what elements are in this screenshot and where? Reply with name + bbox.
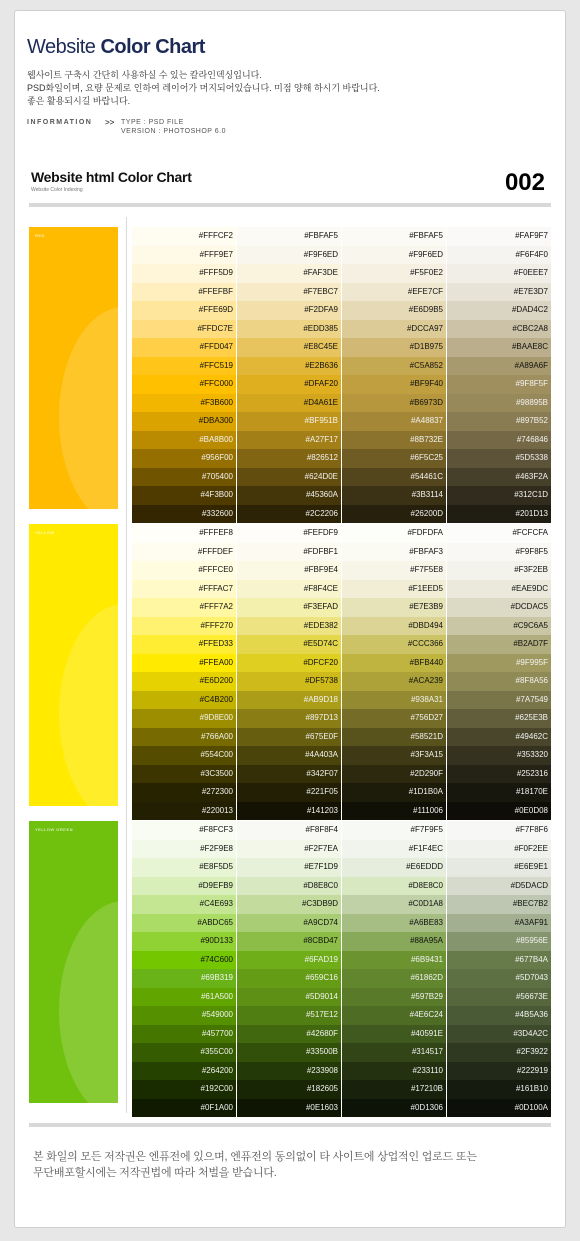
color-cell: #705400 xyxy=(132,468,236,487)
decorative-arc xyxy=(59,604,118,806)
color-cell: #C5A852 xyxy=(342,357,446,376)
swatch-block xyxy=(29,227,118,509)
color-cell: #F5F0E2 xyxy=(342,264,446,283)
table-row xyxy=(132,969,551,988)
information-details xyxy=(121,118,226,136)
swatch-block xyxy=(29,524,118,806)
color-cell: #BFB440 xyxy=(342,654,446,673)
color-cell: #2D290F xyxy=(342,765,446,784)
column-divider xyxy=(126,217,127,1113)
table-row xyxy=(132,412,551,431)
table-row xyxy=(132,486,551,505)
description-line: 웹사이트 구축시 간단히 사용하실 수 있는 칼라인덱싱입니다. xyxy=(27,70,262,80)
table-row xyxy=(132,1006,551,1025)
color-cell: #182605 xyxy=(237,1080,341,1099)
color-cell: #0F1A00 xyxy=(132,1099,236,1118)
table-row xyxy=(132,246,551,265)
color-cell: #A9CD74 xyxy=(237,914,341,933)
color-cell: #FAF9F7 xyxy=(447,227,551,246)
color-cell: #463F2A xyxy=(447,468,551,487)
color-cell: #766A00 xyxy=(132,728,236,747)
color-cell: #E6D200 xyxy=(132,672,236,691)
divider xyxy=(29,203,551,207)
color-cell: #677B4A xyxy=(447,951,551,970)
color-cell: #233110 xyxy=(342,1062,446,1081)
color-cell: #C9C6A5 xyxy=(447,617,551,636)
color-cell: #FFF7A2 xyxy=(132,598,236,617)
table-row xyxy=(132,543,551,562)
color-cell: #8B732E xyxy=(342,431,446,450)
table-row xyxy=(132,765,551,784)
color-cell: #E7E3B9 xyxy=(342,598,446,617)
table-row xyxy=(132,783,551,802)
table-row xyxy=(132,895,551,914)
color-cell: #517E12 xyxy=(237,1006,341,1025)
color-cell: #E8C45E xyxy=(237,338,341,357)
color-cell: #FBFAF3 xyxy=(342,543,446,562)
color-cell: #625E3B xyxy=(447,709,551,728)
color-cell: #FFFEF8 xyxy=(132,524,236,543)
color-cell: #956F00 xyxy=(132,449,236,468)
swatch-label: YELLOW GREEN xyxy=(35,827,74,832)
table-row xyxy=(132,858,551,877)
information-label: INFORMATION xyxy=(27,119,93,126)
color-cell: #F2DFA9 xyxy=(237,301,341,320)
color-cell: #F8F4CE xyxy=(237,580,341,599)
color-cell: #56673E xyxy=(447,988,551,1007)
color-cell: #DFCF20 xyxy=(237,654,341,673)
color-cell: #4B5A36 xyxy=(447,1006,551,1025)
color-cell: #457700 xyxy=(132,1025,236,1044)
color-cell: #DFAF20 xyxy=(237,375,341,394)
color-cell: #9F8F5F xyxy=(447,375,551,394)
table-row xyxy=(132,1043,551,1062)
color-cell: #746846 xyxy=(447,431,551,450)
color-cell: #BA8B00 xyxy=(132,431,236,450)
color-cell: #98895B xyxy=(447,394,551,413)
color-cell: #D8E8C0 xyxy=(237,877,341,896)
color-cell: #8CBD47 xyxy=(237,932,341,951)
table-row xyxy=(132,580,551,599)
decorative-arc xyxy=(59,901,118,1103)
color-cell: #624D0E xyxy=(237,468,341,487)
page-title xyxy=(27,36,205,59)
color-cell: #353320 xyxy=(447,746,551,765)
color-cell: #D4A61E xyxy=(237,394,341,413)
color-cell: #9F995F xyxy=(447,654,551,673)
color-cell: #A3AF91 xyxy=(447,914,551,933)
chart-title: Website html Color Chart xyxy=(31,169,192,185)
color-cell: #F3B600 xyxy=(132,394,236,413)
color-cell: #42680F xyxy=(237,1025,341,1044)
color-cell: #D1B975 xyxy=(342,338,446,357)
color-cell: #F6F4F0 xyxy=(447,246,551,265)
information-arrow: >> xyxy=(105,118,115,127)
color-cell: #FFC519 xyxy=(132,357,236,376)
color-cell: #61A500 xyxy=(132,988,236,1007)
table-row xyxy=(132,468,551,487)
table-row xyxy=(132,709,551,728)
color-cell: #E6E9E1 xyxy=(447,858,551,877)
color-cell: #DCCA97 xyxy=(342,320,446,339)
color-cell: #A89A6F xyxy=(447,357,551,376)
color-cell: #3D4A2C xyxy=(447,1025,551,1044)
color-cell: #F8F8F4 xyxy=(237,821,341,840)
color-cell: #C3DB9D xyxy=(237,895,341,914)
color-cell: #FFE69D xyxy=(132,301,236,320)
color-cell: #5D7043 xyxy=(447,969,551,988)
color-cell: #141203 xyxy=(237,802,341,821)
color-cell: #756D27 xyxy=(342,709,446,728)
color-cell: #220013 xyxy=(132,802,236,821)
color-cell: #549000 xyxy=(132,1006,236,1025)
table-row xyxy=(132,338,551,357)
color-cell: #938A31 xyxy=(342,691,446,710)
color-cell: #E8F5D5 xyxy=(132,858,236,877)
color-cell: #FFF270 xyxy=(132,617,236,636)
color-cell: #F9F8F5 xyxy=(447,543,551,562)
table-row xyxy=(132,672,551,691)
divider xyxy=(29,1123,551,1127)
color-cell: #DCDAC5 xyxy=(447,598,551,617)
color-cell: #90D133 xyxy=(132,932,236,951)
color-cell: #3B3114 xyxy=(342,486,446,505)
color-cell: #FEFDF9 xyxy=(237,524,341,543)
table-row xyxy=(132,821,551,840)
color-cell: #4F3B00 xyxy=(132,486,236,505)
color-cell: #FFEFBF xyxy=(132,283,236,302)
color-cell: #FCFCFA xyxy=(447,524,551,543)
table-row xyxy=(132,449,551,468)
color-cell: #9D8E00 xyxy=(132,709,236,728)
color-cell: #8F8A56 xyxy=(447,672,551,691)
color-cell: #FDFDFA xyxy=(342,524,446,543)
color-cell: #0D100A xyxy=(447,1099,551,1118)
decorative-arc xyxy=(59,307,118,509)
color-cell: #FFFDEF xyxy=(132,543,236,562)
color-cell: #252316 xyxy=(447,765,551,784)
info-version: VERSION : PHOTOSHOP 6.0 xyxy=(121,128,226,135)
color-cell: #FFD047 xyxy=(132,338,236,357)
table-row xyxy=(132,505,551,524)
color-cell: #F2F7EA xyxy=(237,840,341,859)
color-cell: #C4E693 xyxy=(132,895,236,914)
color-cell: #3F3A15 xyxy=(342,746,446,765)
color-cell: #49462C xyxy=(447,728,551,747)
color-cell: #5D5338 xyxy=(447,449,551,468)
color-cell: #EFE7CF xyxy=(342,283,446,302)
table-row xyxy=(132,1062,551,1081)
color-cell: #CCC366 xyxy=(342,635,446,654)
table-row xyxy=(132,617,551,636)
swatch-block xyxy=(29,821,118,1103)
color-cell: #192C00 xyxy=(132,1080,236,1099)
color-cell: #FBFAF5 xyxy=(237,227,341,246)
color-cell: #F0F2EE xyxy=(447,840,551,859)
table-row xyxy=(132,840,551,859)
color-cell: #2F3922 xyxy=(447,1043,551,1062)
table-row xyxy=(132,932,551,951)
color-cell: #ABDC65 xyxy=(132,914,236,933)
color-cell: #314517 xyxy=(342,1043,446,1062)
table-row xyxy=(132,264,551,283)
color-cell: #D8E8C0 xyxy=(342,877,446,896)
swatch-label: RED xyxy=(35,233,45,238)
color-cell: #B6973D xyxy=(342,394,446,413)
color-cell: #0E0D08 xyxy=(447,802,551,821)
color-cell: #312C1D xyxy=(447,486,551,505)
color-cell: #26200D xyxy=(342,505,446,524)
color-cell: #4A403A xyxy=(237,746,341,765)
color-cell: #BF9F40 xyxy=(342,375,446,394)
color-cell: #DF5738 xyxy=(237,672,341,691)
color-cell: #FBFAF5 xyxy=(342,227,446,246)
description-line: PSD화일이며, 요량 문제로 인하여 레이어가 머지되어있습니다. 미점 양해 하시기 바랍니다. xyxy=(27,83,380,93)
table-row xyxy=(132,561,551,580)
color-cell: #74C600 xyxy=(132,951,236,970)
color-cell: #FFF9E7 xyxy=(132,246,236,265)
color-cell: #355C00 xyxy=(132,1043,236,1062)
color-cell: #CBC2A8 xyxy=(447,320,551,339)
page-title-light: Website xyxy=(27,36,96,58)
color-cell: #69B319 xyxy=(132,969,236,988)
color-cell: #B2AD7F xyxy=(447,635,551,654)
color-cell: #F3F2EB xyxy=(447,561,551,580)
color-cell: #DBA300 xyxy=(132,412,236,431)
color-cell: #554C00 xyxy=(132,746,236,765)
table-row xyxy=(132,1025,551,1044)
color-cell: #E7F1D9 xyxy=(237,858,341,877)
color-cell: #F7F9F5 xyxy=(342,821,446,840)
color-cell: #897B52 xyxy=(447,412,551,431)
color-cell: #E5D74C xyxy=(237,635,341,654)
color-cell: #EDE382 xyxy=(237,617,341,636)
copyright-line: 무단배포할시에는 저작권법에 따라 처벌을 받습니다. xyxy=(33,1167,277,1179)
color-cell: #D5DACD xyxy=(447,877,551,896)
color-cell: #FFC000 xyxy=(132,375,236,394)
color-cell: #40591E xyxy=(342,1025,446,1044)
color-cell: #6FAD19 xyxy=(237,951,341,970)
color-cell: #5D9014 xyxy=(237,988,341,1007)
color-cell: #161B10 xyxy=(447,1080,551,1099)
color-cell: #222919 xyxy=(447,1062,551,1081)
color-cell: #54461C xyxy=(342,468,446,487)
color-cell: #F2F9E8 xyxy=(132,840,236,859)
info-type: TYPE : PSD FILE xyxy=(121,119,184,126)
color-cell: #FAF3DE xyxy=(237,264,341,283)
page-title-bold: Color Chart xyxy=(100,36,205,58)
color-cell: #BF951B xyxy=(237,412,341,431)
color-cell: #BAAE8C xyxy=(447,338,551,357)
color-cell: #F7F8F6 xyxy=(447,821,551,840)
table-row xyxy=(132,877,551,896)
color-cell: #61862D xyxy=(342,969,446,988)
color-cell: #342F07 xyxy=(237,765,341,784)
color-cell: #88A95A xyxy=(342,932,446,951)
copyright-line: 본 화일의 모든 저작권은 엔퓨전에 있으며, 엔퓨전의 동의없이 타 사이트에 상업적인 업로드 또는 xyxy=(33,1151,477,1163)
table-row xyxy=(132,524,551,543)
color-cell: #201D13 xyxy=(447,505,551,524)
table-row xyxy=(132,988,551,1007)
color-cell: #FFEA00 xyxy=(132,654,236,673)
color-cell: #0E1603 xyxy=(237,1099,341,1118)
color-cell: #ACA239 xyxy=(342,672,446,691)
table-row xyxy=(132,635,551,654)
color-cell: #F9F6ED xyxy=(237,246,341,265)
table-row xyxy=(132,1080,551,1099)
color-cell: #E7E3D7 xyxy=(447,283,551,302)
color-cell: #826512 xyxy=(237,449,341,468)
table-row xyxy=(132,375,551,394)
color-cell: #264200 xyxy=(132,1062,236,1081)
table-row xyxy=(132,357,551,376)
color-cell: #AB9D18 xyxy=(237,691,341,710)
color-cell: #FFED33 xyxy=(132,635,236,654)
color-cell: #DAD4C2 xyxy=(447,301,551,320)
color-cell: #A27F17 xyxy=(237,431,341,450)
color-cell: #272300 xyxy=(132,783,236,802)
color-cell: #17210B xyxy=(342,1080,446,1099)
color-cell: #18170E xyxy=(447,783,551,802)
color-cell: #A6BE83 xyxy=(342,914,446,933)
chart-frame xyxy=(14,10,566,1228)
color-cell: #D9EFB9 xyxy=(132,877,236,896)
color-cell: #F9F6ED xyxy=(342,246,446,265)
color-cell: #0D1306 xyxy=(342,1099,446,1118)
color-cell: #6F5C25 xyxy=(342,449,446,468)
color-cell: #F7F5E8 xyxy=(342,561,446,580)
color-cell: #58521D xyxy=(342,728,446,747)
color-cell: #F0EEE7 xyxy=(447,264,551,283)
color-cell: #FFFCE0 xyxy=(132,561,236,580)
color-cell: #2C2206 xyxy=(237,505,341,524)
color-cell: #FFFAC7 xyxy=(132,580,236,599)
color-cell: #7A7549 xyxy=(447,691,551,710)
color-cell: #BEC7B2 xyxy=(447,895,551,914)
table-row xyxy=(132,951,551,970)
color-cell: #F1EED5 xyxy=(342,580,446,599)
color-cell: #FBF9E4 xyxy=(237,561,341,580)
table-row xyxy=(132,320,551,339)
color-cell: #DBD494 xyxy=(342,617,446,636)
color-cell: #6B9431 xyxy=(342,951,446,970)
copyright-notice xyxy=(33,1149,477,1181)
color-cell: #897D13 xyxy=(237,709,341,728)
color-cell: #4E6C24 xyxy=(342,1006,446,1025)
color-cell: #F7EBC7 xyxy=(237,283,341,302)
color-cell: #E6EDDD xyxy=(342,858,446,877)
color-cell: #45360A xyxy=(237,486,341,505)
color-cell: #221F05 xyxy=(237,783,341,802)
description xyxy=(27,69,380,108)
chart-number: 002 xyxy=(504,169,545,196)
color-cell: #F8FCF3 xyxy=(132,821,236,840)
swatch-label: YELLOW xyxy=(35,530,55,535)
color-cell: #F3EFAD xyxy=(237,598,341,617)
color-cell: #3C3500 xyxy=(132,765,236,784)
color-cell: #EAE9DC xyxy=(447,580,551,599)
color-table xyxy=(132,227,551,523)
color-cell: #A48837 xyxy=(342,412,446,431)
color-cell: #E2B636 xyxy=(237,357,341,376)
color-cell: #FDFBF1 xyxy=(237,543,341,562)
color-cell: #EDD385 xyxy=(237,320,341,339)
color-cell: #659C16 xyxy=(237,969,341,988)
color-cell: #C0D1A8 xyxy=(342,895,446,914)
color-cell: #675E0F xyxy=(237,728,341,747)
table-row xyxy=(132,654,551,673)
table-row xyxy=(132,728,551,747)
table-row xyxy=(132,394,551,413)
color-cell: #33500B xyxy=(237,1043,341,1062)
table-row xyxy=(132,598,551,617)
color-cell: #1D1B0A xyxy=(342,783,446,802)
color-cell: #E6D9B5 xyxy=(342,301,446,320)
color-table xyxy=(132,821,551,1117)
description-line: 좋은 활용되시길 바랍니다. xyxy=(27,96,131,106)
color-cell: #597B29 xyxy=(342,988,446,1007)
color-cell: #FFDC7E xyxy=(132,320,236,339)
color-cell: #FFF5D9 xyxy=(132,264,236,283)
color-table xyxy=(132,524,551,820)
color-cell: #F1F4EC xyxy=(342,840,446,859)
table-row xyxy=(132,227,551,246)
table-row xyxy=(132,431,551,450)
table-row xyxy=(132,283,551,302)
table-row xyxy=(132,914,551,933)
chart-subtitle: Website Color Indexing xyxy=(31,187,83,193)
color-cell: #233908 xyxy=(237,1062,341,1081)
color-cell: #C4B200 xyxy=(132,691,236,710)
table-row xyxy=(132,1099,551,1118)
table-row xyxy=(132,802,551,821)
color-cell: #332600 xyxy=(132,505,236,524)
table-row xyxy=(132,746,551,765)
table-row xyxy=(132,691,551,710)
color-cell: #FFFCF2 xyxy=(132,227,236,246)
color-cell: #85956E xyxy=(447,932,551,951)
color-cell: #111006 xyxy=(342,802,446,821)
table-row xyxy=(132,301,551,320)
